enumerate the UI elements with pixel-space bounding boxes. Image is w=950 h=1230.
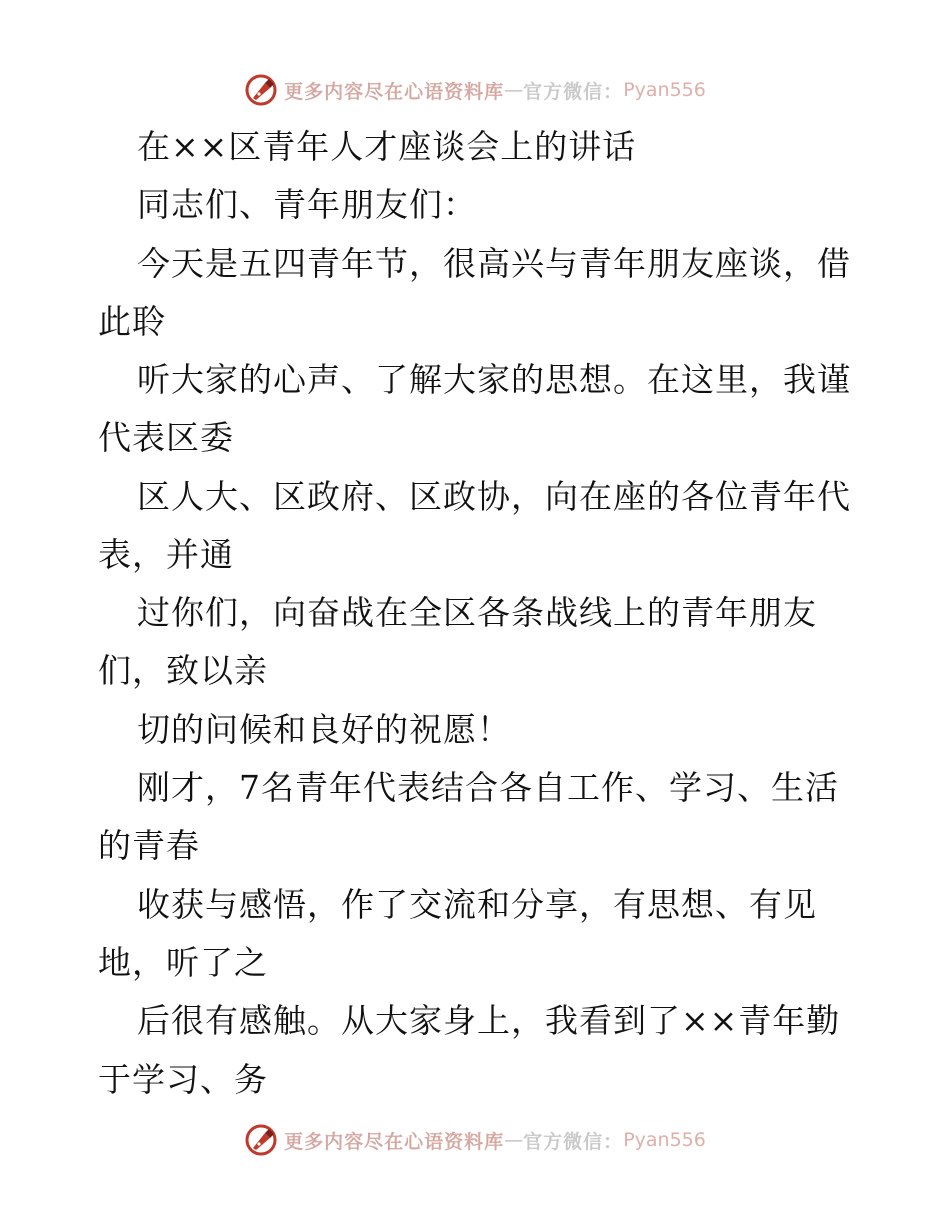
text-line: 们，致以亲	[98, 651, 268, 690]
header-wechat-id: Pyan556	[623, 79, 706, 101]
footer-dash: —	[504, 1129, 524, 1151]
text-line: 表，并通	[98, 535, 234, 574]
footer-wechat-id: Pyan556	[623, 1129, 706, 1151]
header-promo-text: 更多内容尽在心语资料库	[284, 80, 505, 103]
text-line: 收获与感悟，作了交流和分享，有思想、有见	[137, 885, 817, 924]
text-line: 于学习、务	[98, 1060, 268, 1099]
text-line: 地，听了之	[98, 943, 268, 982]
header-official-label: 官方微信：	[523, 80, 624, 103]
text-line: 听大家的心声、了解大家的思想。在这里，我谨	[137, 360, 851, 399]
footer-watermark	[0, 1120, 950, 1160]
header-watermark	[0, 70, 950, 110]
text-line: 代表区委	[98, 418, 234, 457]
footer-promo-text: 更多内容尽在心语资料库	[284, 1130, 505, 1153]
text-line: 切的问候和良好的祝愿！	[137, 710, 511, 749]
text-line: 刚才，7名青年代表结合各自工作、学习、生活	[137, 768, 839, 807]
text-line: 过你们，向奋战在全区各条战线上的青年朋友	[137, 593, 817, 632]
salutation-line: 同志们、青年朋友们：	[137, 185, 477, 224]
pen-nib-logo-icon	[244, 1123, 278, 1157]
text-line: 今天是五四青年节，很高兴与青年朋友座谈，借	[137, 244, 851, 283]
text-line: 此聆	[98, 302, 166, 341]
document-title: 在××区青年人才座谈会上的讲话	[137, 127, 637, 166]
pen-nib-logo-icon	[244, 73, 278, 107]
text-line: 后很有感触。从大家身上，我看到了××青年勤	[137, 1001, 841, 1040]
footer-official-label: 官方微信：	[523, 1130, 624, 1153]
header-dash: —	[504, 79, 524, 101]
text-line: 区人大、区政府、区政协，向在座的各位青年代	[137, 477, 851, 516]
text-line: 的青春	[98, 826, 200, 865]
